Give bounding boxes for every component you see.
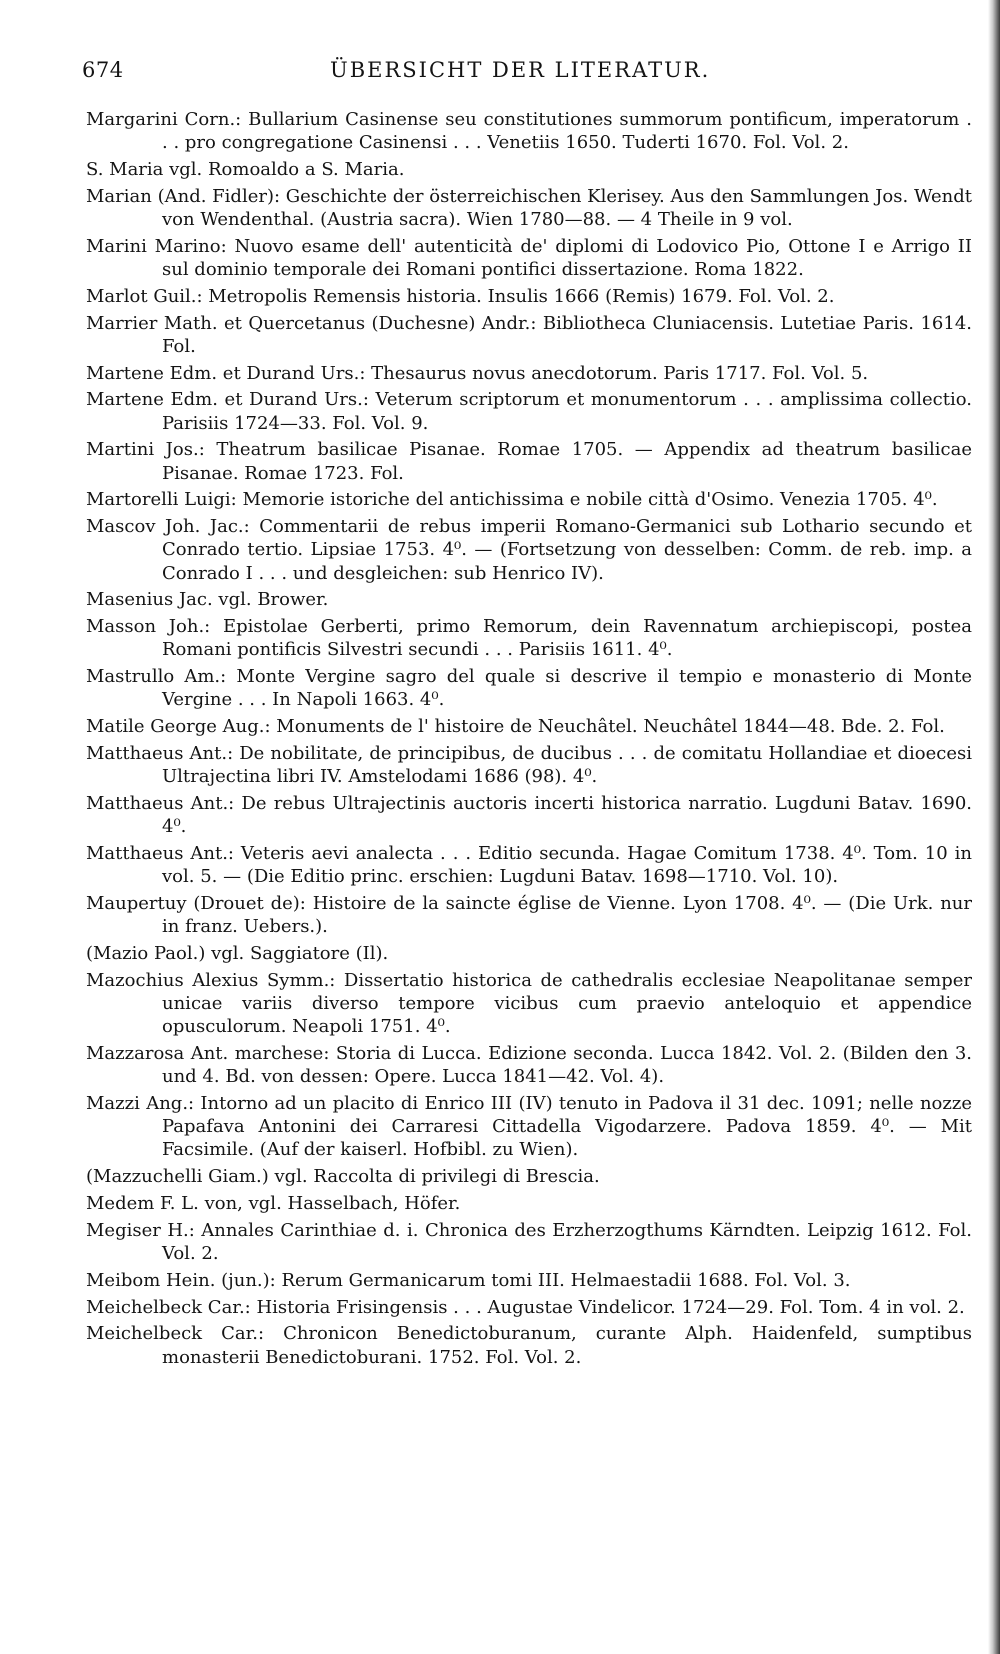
bibliography-entry: Marrier Math. et Quercetanus (Duchesne) Andr.: Bibliotheca Cluniacensis. Lutetiae Paris. 1614. Fol. — [86, 312, 972, 357]
bibliography-entry: (Mazio Paol.) vgl. Saggiatore (Il). — [86, 942, 389, 964]
bibliography-entry: Martini Jos.: Theatrum basilicae Pisanae. Romae 1705. — Appendix ad theatrum basilicae Pisanae. Romae 1723. Fol. — [86, 439, 972, 484]
bibliography-entry: Meichelbeck Car.: Historia Frisingensis . . . Augustae Vindelicor. 1724—29. Fol. Tom. 4 in vol. 2. — [86, 1296, 965, 1318]
bibliography-entry: Marlot Guil.: Metropolis Remensis historia. Insulis 1666 (Remis) 1679. Fol. Vol. 2. — [86, 285, 835, 307]
bibliography-entry: (Mazzuchelli Giam.) vgl. Raccolta di privilegi di Brescia. — [86, 1166, 600, 1188]
bibliography-entry: Marian (And. Fidler): Geschichte der österreichischen Klerisey. Aus den Sammlungen Jos. Wendt von Wendenthal. (Austria sacra). Wien 1780—88. — 4 Theile in 9 vol. — [86, 185, 972, 230]
bibliography-entry: Mastrullo Am.: Monte Vergine sagro del quale si descrive il tempio e monasterio di Monte Vergine . . . In Napoli 1663. 4⁰. — [86, 666, 972, 711]
bibliography-entry: Maupertuy (Drouet de): Histoire de la saincte église de Vienne. Lyon 1708. 4⁰. — (Die Urk. nur in franz. Uebers.). — [86, 892, 972, 938]
bibliography-entry: Marini Marino: Nuovo esame dell' autenticità de' diplomi di Lodovico Pio, Ottone I e Arrigo II sul dominio temporale dei Romani pontifici dissertazione. Roma 1822. — [86, 235, 972, 280]
bibliography-entry: S. Maria vgl. Romoaldo a S. Maria. — [86, 159, 405, 180]
bibliography-entry: Masson Joh.: Epistolae Gerberti, primo Remorum, dein Ravennatum archiepiscopi, postea Romani pontificis Silvestri secundi . . . Parisiis 1611. 4⁰. — [86, 616, 972, 661]
page-header — [82, 58, 962, 88]
bibliography-entry: Matthaeus Ant.: De rebus Ultrajectinis auctoris incerti historica narratio. Lugduni Batav. 1690. 4⁰. — [86, 792, 972, 838]
page-number: 674 — [82, 58, 124, 82]
bibliography-entry: Martorelli Luigi: Memorie istoriche del antichissima e nobile città d'Osimo. Venezia 1705. 4⁰. — [86, 489, 938, 511]
bibliography-entry: Martene Edm. et Durand Urs.: Thesaurus novus anecdotorum. Paris 1717. Fol. Vol. 5. — [86, 362, 869, 384]
bibliography-entry: Medem F. L. von, vgl. Hasselbach, Höfer. — [86, 1192, 461, 1214]
bibliography-entry: Mazzi Ang.: Intorno ad un placito di Enrico III (IV) tenuto in Padova il 31 dec. 1091; nelle nozze Papafava Antonini dei Carraresi Cittadella Vigodarzere. Padova 1859. 4⁰. — Mit Facsimile. (Auf der kaiserl. Hofbibl. zu Wien). — [86, 1092, 972, 1161]
bibliography-entry: Matthaeus Ant.: De nobilitate, de principibus, de ducibus . . . de comitatu Hollandiae et dioecesi Ultrajectina libri IV. Amstelodami 1686 (98). 4⁰. — [86, 742, 972, 788]
bibliography-entry: Martene Edm. et Durand Urs.: Veterum scriptorum et monumentorum . . . amplissima collectio. Parisiis 1724—33. Fol. Vol. 9. — [86, 389, 972, 434]
bibliography-entry: Meibom Hein. (jun.): Rerum Germanicarum tomi III. Helmaestadii 1688. Fol. Vol. 3. — [86, 1269, 851, 1291]
bibliography-list — [86, 108, 972, 1372]
running-title: ÜBERSICHT DER LITERATUR. — [330, 58, 711, 82]
bibliography-entry: Masenius Jac. vgl. Brower. — [86, 589, 329, 611]
bibliography-entry: Mascov Joh. Jac.: Commentarii de rebus imperii Romano-Germanici sub Lothario secundo et Conrado tertio. Lipsiae 1753. 4⁰. — (Fortsetzung von desselben: Comm. de reb. imp. a Conrado I . . . und desgleichen: sub Henrico IV). — [86, 516, 972, 584]
scan-edge-shadow — [988, 0, 1000, 1654]
bibliography-entry: Margarini Corn.: Bullarium Casinense seu constitutiones summorum pontificum, imperatorum . . . pro congregatione Casinensi . . . Venetiis 1650. Tuderti 1670. Fol. Vol. 2. — [86, 109, 972, 154]
bibliography-entry: Matthaeus Ant.: Veteris aevi analecta . . . Editio secunda. Hagae Comitum 1738. 4⁰. Tom. 10 in vol. 5. — (Die Editio princ. erschien: Lugduni Batav. 1698—1710. Vol. 10). — [86, 842, 972, 888]
bibliography-entry: Matile George Aug.: Monuments de l' histoire de Neuchâtel. Neuchâtel 1844—48. Bde. 2. Fol. — [86, 716, 945, 738]
bibliography-entry: Mazzarosa Ant. marchese: Storia di Lucca. Edizione seconda. Lucca 1842. Vol. 2. (Bilden den 3. und 4. Bd. von dessen: Opere. Lucca 1841—42. Vol. 4). — [86, 1042, 972, 1088]
bibliography-entry: Megiser H.: Annales Carinthiae d. i. Chronica des Erzherzogthums Kärndten. Leipzig 1612. Fol. Vol. 2. — [86, 1219, 972, 1264]
bibliography-entry: Mazochius Alexius Symm.: Dissertatio historica de cathedralis ecclesiae Neapolitanae semper unicae variis diverso tempore vicibus cum praevio anteloquio et appendice opusculorum. Neapoli 1751. 4⁰. — [86, 969, 972, 1038]
bibliography-entry: Meichelbeck Car.: Chronicon Benedictoburanum, curante Alph. Haidenfeld, sumptibus monasterii Benedictoburani. 1752. Fol. Vol. 2. — [86, 1323, 972, 1368]
